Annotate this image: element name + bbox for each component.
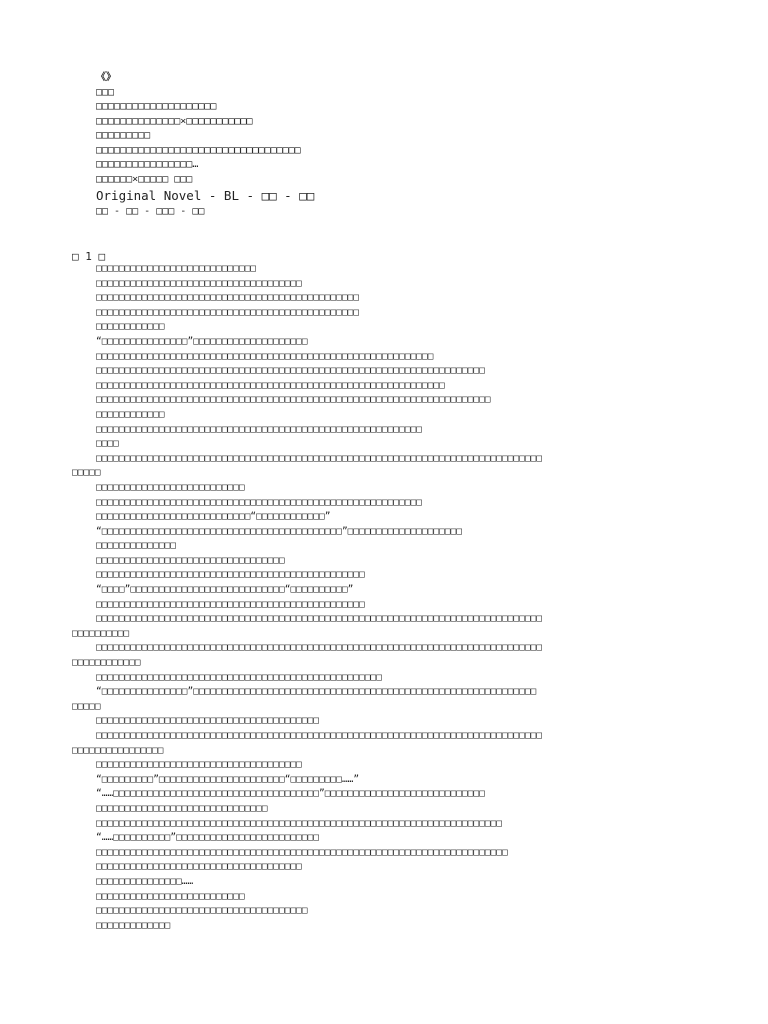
paragraph-line: □□□□□□□□□□□□□□□□□□□□□□□□□□□□□□□□□□□□□□□□□□□□□□□□□□□□□□□□□□□□□□□□□□□□□□□□□□□□□□ <box>96 452 543 464</box>
paragraph-line: □□□□□□□□□□□□□□□□□□□□□□□□□□□□□□□□□□□□□□□□□□□□□□□□□□□□□□□□□ <box>96 496 423 508</box>
paragraph-line: □□□□□□□□□□□□□□□□□□□□□□□□□□□□□□□□□□□□□□□□□□□□□□□ <box>96 569 365 581</box>
paragraph-line: □□□□□□□□□□□□ <box>96 321 165 333</box>
paragraph-line: □□□□□□□□□□□□□□□□□□□□□□□□□□□□□□□□□□□□□□□□□□□□□□□□□□□□□□□□□□□□□ <box>96 379 445 391</box>
paragraph-line: □□□□□□□□□□□□□□□□□□□□□□□□□□□□□□□□□□□□□ <box>96 905 308 917</box>
paragraph-line: “……□□□□□□□□□□□□□□□□□□□□□□□□□□□□□□□□□□□□”□□□□□□□□□□□□□□□□□□□□□□□□□□□□ <box>96 788 485 800</box>
header-line: □□□□□□□□□ <box>96 130 151 141</box>
paragraph-line: □□□□□□□□□□□□ <box>96 408 165 420</box>
work-title: 《》 <box>96 72 116 83</box>
paragraph-line: □□□□□□□□□□□□□□□□□□□□□□□□□□□□□□□□□□□□□□□□□□□□□□ <box>96 306 360 318</box>
paragraph-line: □□□□□□□□□□□□□□□…… <box>96 875 194 887</box>
paragraph-line: □□□□□□□□□□□□□□□□□□□□□□□□□□□□□□□□□□□□□□□□□□□□□□□□□□□□□□□□□□□□□□□□□□□□□□□□□□□□□□ <box>96 613 543 625</box>
paragraph-line: □□□□□□□□□□□□□□□□□□□□□□□□□□□□□□□□□□□□□□□□□□□□□□ <box>96 292 360 304</box>
paragraph-line: □□□□□□□□□□□□□□□□ <box>72 744 164 756</box>
paragraph-line: □□□□□□□□□□□□□□□□□□□□□□□□□□□□□□ <box>96 802 268 814</box>
paragraph-line: □□□□□□□□□□□□□□□□□□□□□□□□□□□□□□□□□□□□□□□□□□□□□□□□□□□□□□□□□□□□□□□□□□□□□□□ <box>96 817 503 829</box>
paragraph-line: □□□□□□□□□□□□□□□□□□□□□□□□□□□□□□□□□□□□□□□□□□□□□□□□□□□□□□□□□ <box>96 423 423 435</box>
paragraph-line: □□□□□□□□□□□□□□□□□□□□□□□□□□□□□□□□□ <box>96 554 285 566</box>
paragraph-line: □□□□ <box>96 438 119 450</box>
paragraph-line: □□□□□□□□□□□□□□□□□□□□□□□□□□□□□□□□□□□□□□□□□□□□□□□□□□□□□□□□□□□□□□□□□□□□□ <box>96 394 491 406</box>
work-tags-secondary: □□ - □□ - □□□ - □□ <box>96 206 205 217</box>
paragraph-line: □□□□□□□□□□□□□□□□□□□□□□□□□□□□□□□□□□□□□□□□□□□□□□□□□□□□□□□□□□□ <box>96 350 434 362</box>
paragraph-line: □□□□□□□□□□ <box>72 627 130 639</box>
header-line: □□□□□□□□□□□□□□□□□□□□□□□□□□□□□□□□□□ <box>96 144 301 156</box>
work-tags: Original Novel - BL - □□ - □□ <box>96 188 315 203</box>
paragraph-line: □□□□□□□□□□□□□□□□□□□□□□□□□□□□□□□□□□□□□□□□□□□□□□□□□□□□□□□□□□□□□□□□□□□□□□□□□□□□□□ <box>96 730 543 741</box>
paragraph-line: “□□□□”□□□□□□□□□□□□□□□□□□□□□□□□□□□“□□□□□□□□□□” <box>96 584 354 596</box>
paragraph-line: “□□□□□□□□□□□□□□□□□□□□□□□□□□□□□□□□□□□□□□□□□□”□□□□□□□□□□□□□□□□□□□□ <box>96 525 463 537</box>
paragraph-line: □□□□□□□□□□□□□ <box>96 919 171 931</box>
paragraph-line: □□□□□□□□□□□□□□□□□□□□□□□□□□□□□□□□□□□□□□□□□□□□□□□□□□□□□□□□□□□□□□□□□□□□□□□□□□□□□□ <box>96 642 543 654</box>
paragraph-line: □□□□□□□□□□□□□□□□□□□□□□□□□□□□□□□□□□□□ <box>96 277 302 289</box>
paragraph-line: □□□□□□□□□□□□□□□□□□□□□□□□□□ <box>96 890 245 902</box>
paragraph-line: □□□□□□□□□□□□□□ <box>96 540 177 552</box>
paragraph-line: “□□□□□□□□□□□□□□□”□□□□□□□□□□□□□□□□□□□□ <box>96 335 308 347</box>
paragraph-line: □□□□□□□□□□□□□□□□□□□□□□□□□□□□□□□□□□□□ <box>96 861 302 873</box>
paragraph-line: □□□□□□□□□□□□□□□□□□□□□□□□□□□□□□□□□□□□ <box>96 759 302 771</box>
author-name: □□□ <box>96 86 115 98</box>
paragraph-line: □□□□□□□□□□□□□□□□□□□□□□□□□□□□□□□□□□□□□□□ <box>96 715 320 727</box>
header-line: □□□□□□□□□□□□□□□□… <box>96 159 199 170</box>
header-line: □□□□□□□□□□□□□□×□□□□□□□□□□□ <box>96 115 253 127</box>
paragraph-line: □□□□□□□□□□□□□□□□□□□□□□□□□□□“□□□□□□□□□□□□” <box>96 511 331 523</box>
header-line: □□□□□□□□□□□□□□□□□□□□ <box>96 101 217 112</box>
paragraph-line: □□□□□□□□□□□□ <box>72 657 141 669</box>
chapter-heading: □ 1 □ <box>72 250 106 263</box>
paragraph-line: □□□□□□□□□□□□□□□□□□□□□□□□□□□□□□□□□□□□□□□□□□□□□□□□□□□□□□□□□□□□□□□□□□□□ <box>96 365 485 377</box>
header-line: □□□□□□×□□□□□ □□□ <box>96 173 193 185</box>
paragraph-line: “□□□□□□□□□”□□□□□□□□□□□□□□□□□□□□□□“□□□□□□□□□……” <box>96 773 360 785</box>
paragraph-line: “……□□□□□□□□□□”□□□□□□□□□□□□□□□□□□□□□□□□□ <box>96 832 320 844</box>
paragraph-line: □□□□□ <box>72 467 101 479</box>
paragraph-line: □□□□□□□□□□□□□□□□□□□□□□□□□□□□ <box>96 263 257 274</box>
paragraph-line: “□□□□□□□□□□□□□□□”□□□□□□□□□□□□□□□□□□□□□□□□□□□□□□□□□□□□□□□□□□□□□□□□□□□□□□□□□□□□ <box>96 686 537 698</box>
paragraph-line: □□□□□□□□□□□□□□□□□□□□□□□□□□□□□□□□□□□□□□□□□□□□□□□□□□ <box>96 671 382 683</box>
paragraph-line: □□□□□□□□□□□□□□□□□□□□□□□□□□□□□□□□□□□□□□□□□□□□□□□□□□□□□□□□□□□□□□□□□□□□□□□□ <box>96 846 508 858</box>
paragraph-line: □□□□□□□□□□□□□□□□□□□□□□□□□□□□□□□□□□□□□□□□□□□□□□□ <box>96 598 365 610</box>
work-header <box>96 71 736 220</box>
paragraph-line: □□□□□ <box>72 700 101 712</box>
chapter-body <box>72 262 696 933</box>
paragraph-line: □□□□□□□□□□□□□□□□□□□□□□□□□□ <box>96 481 245 493</box>
